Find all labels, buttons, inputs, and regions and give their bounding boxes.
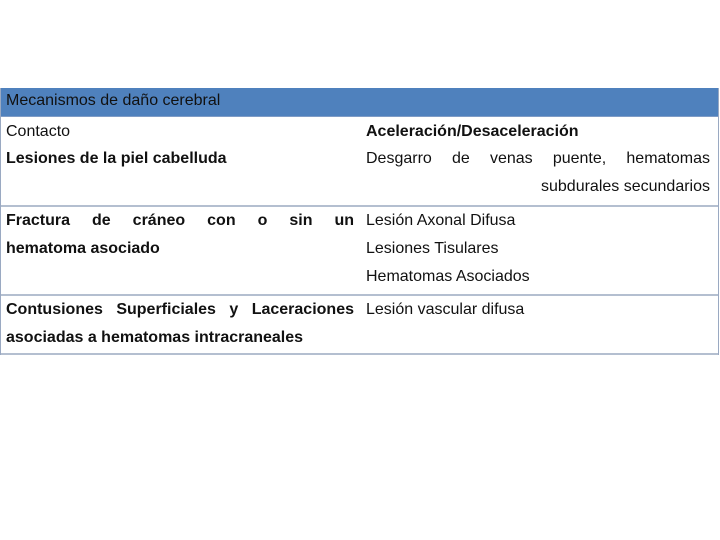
column-header-aceleracion: Aceleración/Desaceleración [366,123,579,140]
table-cell-left [1,296,358,353]
table-row [1,145,718,207]
table-cell-right [358,207,718,294]
table-row [1,296,718,355]
table-cell-right [358,145,718,205]
table-cell-right [358,296,718,353]
cell-line: Lesión vascular difusa [366,301,525,318]
table-cell-left [1,207,358,294]
table-header: Mecanismos de daño cerebral [1,88,718,117]
cell-line: hematoma asociado [6,240,160,257]
cell-line: Fractura de cráneo con o sin un [6,212,354,229]
cell-line: Hematomas Asociados [366,268,530,285]
table-cell-left: Lesiones de la piel cabelluda [6,150,227,167]
cell-line: Lesiones Tisulares [366,240,499,257]
table-column-header-row [1,117,718,145]
cell-line: Lesión Axonal Difusa [366,212,516,229]
cell-line: Contusiones Superficiales y Laceraciones [6,301,354,318]
table-row [1,207,718,296]
injury-mechanisms-table [0,88,719,355]
cell-line: Desgarro de venas puente, hematomas [366,150,710,167]
column-header-contacto: Contacto [6,123,71,140]
cell-line: subdurales secundarios [541,178,710,195]
cell-line: asociadas a hematomas intracraneales [6,329,304,346]
